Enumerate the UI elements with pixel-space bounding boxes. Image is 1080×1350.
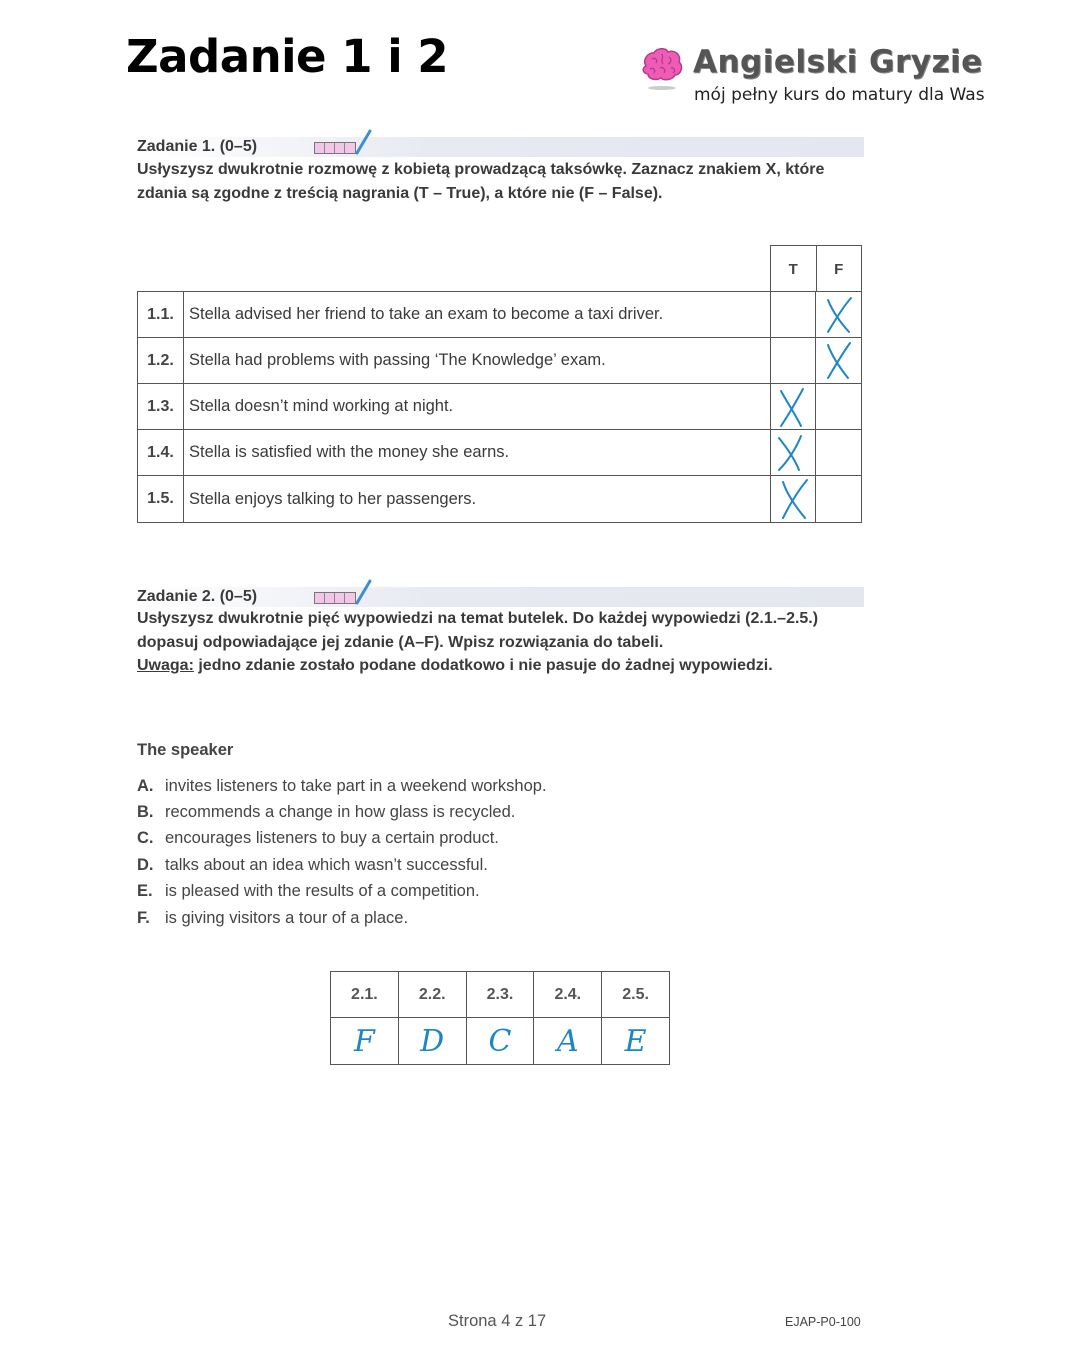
tf-row	[138, 430, 861, 476]
answer-column-header: 2.4.	[534, 972, 602, 1017]
task2-note-text: jedno zdanie zostało podane dodatkowo i nie pasuje do żadnej wypowiedzi.	[193, 657, 773, 674]
option-item	[137, 773, 547, 799]
options-list	[137, 773, 547, 931]
row-number: 1.1.	[138, 292, 184, 337]
false-checkbox[interactable]	[816, 476, 861, 522]
tf-row	[138, 384, 861, 430]
column-true: T	[771, 246, 817, 292]
handwritten-x-mark	[816, 338, 861, 384]
task2-title: Zadanie 2. (0–5)	[137, 588, 258, 605]
row-number: 1.4.	[138, 430, 184, 475]
answer-input[interactable]: F	[331, 1018, 399, 1064]
option-item	[137, 852, 547, 878]
score-boxes	[314, 592, 356, 604]
true-checkbox[interactable]	[771, 292, 816, 337]
answer-column-header: 2.5.	[622, 985, 649, 1003]
task2-instructions	[137, 607, 857, 678]
row-number: 1.3.	[138, 384, 184, 429]
answer-input[interactable]: C	[467, 1018, 535, 1064]
false-checkbox[interactable]	[816, 338, 861, 383]
answers-header-row	[331, 972, 669, 1018]
handwritten-x-mark	[771, 384, 816, 430]
answer-column-header: 2.3.	[467, 972, 535, 1017]
false-checkbox[interactable]	[816, 292, 861, 337]
handwritten-x-mark	[771, 476, 816, 522]
option-letter: D.	[137, 855, 154, 874]
answer-input[interactable]: D	[399, 1018, 467, 1064]
page-heading: Zadanie 1 i 2	[126, 30, 449, 83]
tf-row	[138, 292, 861, 338]
handwritten-x-mark	[771, 430, 816, 476]
true-checkbox[interactable]	[771, 338, 816, 383]
brand-logo-block	[638, 40, 1018, 115]
option-item	[137, 905, 547, 931]
task2-header	[137, 587, 864, 607]
option-item	[137, 799, 547, 825]
pen-icon	[355, 579, 373, 605]
answer-column-header: 2.2.	[399, 972, 467, 1017]
pen-icon	[355, 129, 373, 155]
false-checkbox[interactable]	[816, 384, 861, 429]
answers-value-row	[331, 1018, 669, 1064]
option-letter: F.	[137, 908, 150, 927]
statement-text: Stella advised her friend to take an exam to become a taxi driver.	[184, 292, 771, 337]
statement-text: Stella is satisfied with the money she earns.	[184, 430, 771, 475]
option-letter: C.	[137, 829, 154, 848]
column-false: F	[834, 260, 844, 278]
answers-table	[330, 971, 670, 1065]
row-number: 1.2.	[138, 338, 184, 383]
option-letter: E.	[137, 882, 153, 901]
brand-tagline: mój pełny kurs do matury dla Was	[694, 85, 985, 105]
option-letter: A.	[137, 776, 154, 795]
task1-title: Zadanie 1. (0–5)	[137, 138, 258, 155]
answer-column-header: 2.1.	[331, 972, 399, 1017]
option-text: encourages listeners to buy a certain product.	[165, 829, 499, 848]
task2-note-label: Uwaga:	[137, 657, 194, 674]
row-number: 1.5.	[138, 476, 184, 522]
answer-input[interactable]: A	[534, 1018, 602, 1064]
score-boxes	[314, 142, 356, 154]
task1-header	[137, 137, 864, 157]
tf-row	[138, 476, 861, 522]
option-item	[137, 879, 547, 905]
task1-instructions: Usłyszysz dwukrotnie rozmowę z kobietą prowadzącą taksówkę. Zaznacz znakiem X, które zdania są zgodne z treścią nagrania (T – True), a które nie (F – False).	[137, 161, 825, 202]
true-checkbox[interactable]	[771, 430, 816, 475]
tf-header	[770, 245, 862, 292]
tf-row	[138, 338, 861, 384]
option-letter: B.	[137, 803, 154, 822]
brand-name: Angielski Gryzie	[693, 44, 983, 80]
statement-text: Stella had problems with passing ‘The Knowledge’ exam.	[184, 338, 771, 383]
task2-instructions-text: Usłyszysz dwukrotnie pięć wypowiedzi na temat butelek. Do każdej wypowiedzi (2.1.–2.5.) dopasuj odpowiadające jej zdanie (A–F). Wpisz rozwiązania do tabeli.	[137, 610, 819, 651]
option-text: is pleased with the results of a competition.	[165, 882, 480, 901]
speaker-label: The speaker	[137, 741, 234, 759]
answer-input[interactable]: E	[624, 1023, 647, 1059]
option-item	[137, 826, 547, 852]
statement-text: Stella doesn’t mind working at night.	[184, 384, 771, 429]
option-text: is giving visitors a tour of a place.	[165, 908, 409, 927]
option-text: invites listeners to take part in a weekend workshop.	[165, 776, 547, 795]
tf-rows	[137, 291, 862, 523]
true-checkbox[interactable]	[771, 476, 816, 522]
statement-text: Stella enjoys talking to her passengers.	[184, 476, 771, 522]
false-checkbox[interactable]	[816, 430, 861, 475]
handwritten-x-mark	[816, 292, 861, 338]
exam-code: EJAP-P0-100	[785, 1315, 861, 1329]
option-text: talks about an idea which wasn’t successful.	[165, 855, 488, 874]
true-checkbox[interactable]	[771, 384, 816, 429]
page-number: Strona 4 z 17	[448, 1312, 547, 1330]
option-text: recommends a change in how glass is recycled.	[165, 803, 516, 822]
brain-icon	[638, 44, 686, 92]
